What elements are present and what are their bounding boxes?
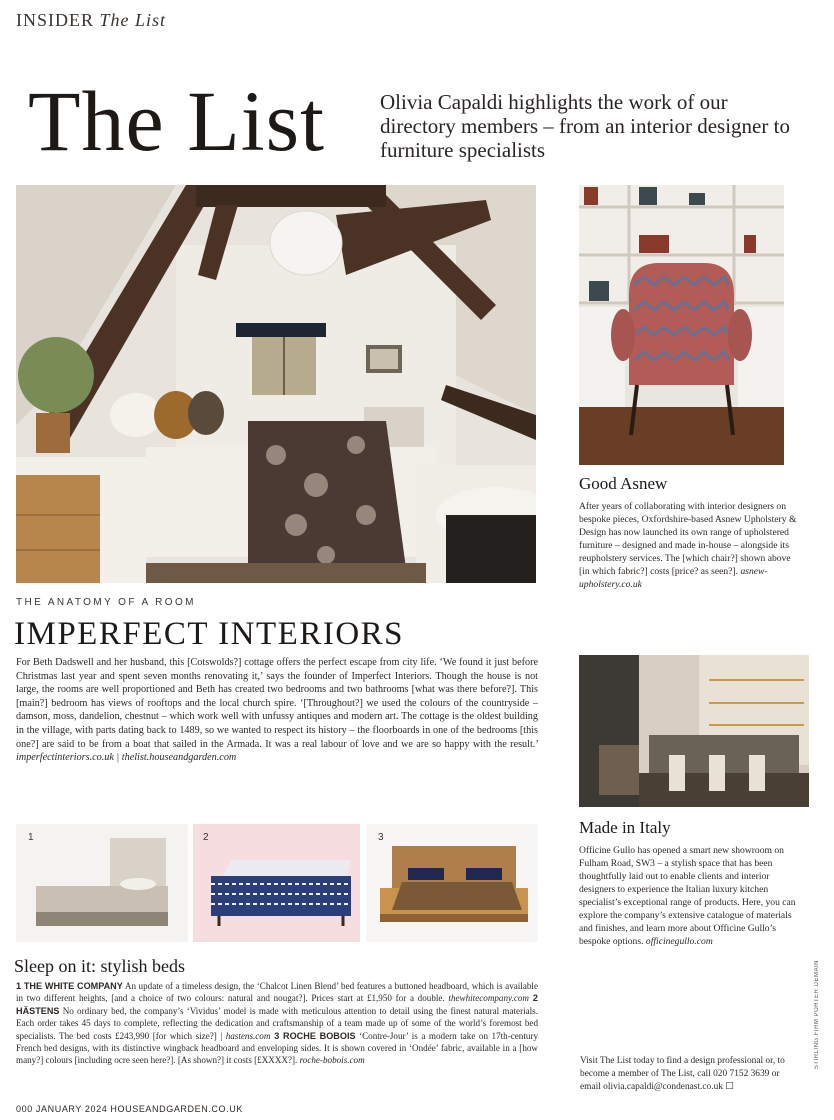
bed-1-illustration: [26, 834, 182, 938]
visit-text: Visit The List today to find a design professional or, to become a member of The List, call 020 7152 3639 or email olivia.capaldi@condenast.co.uk: [580, 1056, 785, 1092]
section-label: INSIDER: [16, 10, 94, 30]
italy-heading: Made in Italy: [579, 818, 671, 837]
bedroom-photo: [16, 185, 536, 583]
bed-3-number: 3: [378, 832, 384, 843]
photo-credit: STIRLING FIRM PORTER DEMAIN: [814, 960, 820, 1070]
bed-2-illustration: [201, 850, 353, 930]
good-asnew-heading: Good Asnew: [579, 474, 668, 493]
beds-heading: Sleep on it: stylish beds: [14, 956, 185, 976]
bed-3-illustration: [372, 840, 532, 938]
bed-1-number: 1: [28, 832, 34, 843]
bed-2-brand: 2 HÄSTENS: [16, 993, 538, 1016]
feature-headline: IMPERFECT INTERIORS: [14, 616, 405, 652]
bed-1-link[interactable]: thewhitecompany.com: [448, 993, 529, 1004]
beds-body: [16, 980, 538, 1067]
bed-2-link[interactable]: hastens.com: [225, 1030, 271, 1041]
running-head: [16, 10, 166, 31]
showroom-illustration: [579, 655, 809, 807]
page-title: The List: [28, 73, 325, 169]
italy-body: [579, 844, 797, 948]
bed-1-brand: 1 THE WHITE COMPANY: [16, 981, 123, 991]
checkbox-icon: ☐: [725, 1082, 734, 1092]
feature-body: [16, 656, 538, 765]
armchair-photo: [579, 185, 784, 465]
bed-3-text: ‘Contre-Jour’ is a modern take on 17th-century French bed designs, with its distinctive wingback headboard and enveloping sides. It is shown covered in ‘Ondée’ fabric, available in a [how many?] colours [including ocre seen here?]. [As shown?] it costs [£XXXX?].: [16, 1030, 538, 1066]
bed-1-panel: [16, 824, 188, 942]
section-kicker: THE ANATOMY OF A ROOM: [16, 597, 196, 608]
bedroom-illustration: [16, 185, 536, 583]
bed-1-text: An update of a timeless design, the ‘Chalcot Linen Blend’ bed features a buttoned headboard, which is available in two different heights, [and a choice of two colours: natural and nougat?]. Prices start at £1,950 for a double.: [16, 981, 538, 1004]
good-asnew-text: After years of collaborating with interior designers on bespoke pieces, Oxfordshire-based Asnew Upholstery & Design has now launched its own range of upholstered furniture – designed and made in-house – alongside its reupholstery services. The [which chair?] shown above [in which fabric?] costs [price? as seen?].: [579, 501, 797, 577]
italy-link[interactable]: officinegullo.com: [645, 936, 713, 947]
bed-2-text: No ordinary bed, the company’s ‘Vividus’ model is made with meticulous attention to detail using the finest natural materials. Each order takes 45 days to complete, reflecting the dedication and craftsmanship of a team made up of some of the world’s foremost bed specialists. The bed costs £243,990 [for which size?] |: [16, 1005, 538, 1041]
italy-text: Officine Gullo has opened a smart new showroom on Fulham Road, SW3 – a stylish space that has been thoughtfully laid out to enable clients and interior designers to experience the Italian luxury kitchen specialist’s exceptional range of products. Here, you can explore the company’s extensive catalogue of materials and finishes, and learn more about Officine Gullo’s bespoke options.: [579, 845, 796, 947]
bed-3-link[interactable]: roche-bobois.com: [299, 1055, 365, 1066]
standfirst: Olivia Capaldi highlights the work of our directory members – from an interior designer to furniture specialists: [380, 90, 790, 162]
feature-links[interactable]: imperfectinteriors.co.uk | thelist.houseandgarden.com: [16, 752, 237, 764]
good-asnew-body: [579, 500, 799, 591]
bed-3-panel: [366, 824, 538, 942]
bed-2-number: 2: [203, 832, 209, 843]
armchair-illustration: [579, 185, 784, 465]
bed-3-brand: 3 ROCHE BOBOIS: [270, 1030, 356, 1041]
asnew-link[interactable]: asnew-upholstery.co.uk: [579, 566, 768, 590]
page-folio: 000 JANUARY 2024 HOUSEANDGARDEN.CO.UK: [16, 1104, 243, 1114]
bed-2-panel: [193, 824, 360, 942]
feature-text: For Beth Dadswell and her husband, this [Cotswolds?] cottage offers the perfect escape from city life. ‘We found it just before Christmas last year and spent seven months renovating it,’ says the founder of Imperfect Interiors. Though the house is not large, the rooms are well proportioned and Beth has created two bedrooms and two bathrooms [what was there before?]. This [main?] bedroom has views of rooftops and the local church spire. ‘[Throughout?] we used the colours of the countryside – damson, moss, dandelion, chestnut – which work well with unfussy antiques and modern art. The cottage is the oldest building in the village, with parts dating back to 1489, so we wanted to respect its history – the floorboards in one of the bedrooms [this one?] are said to be from a boat that sailed in the Armada. It was a real labour of love and we are so happy with the result.’: [16, 657, 538, 750]
column-label: The List: [99, 10, 167, 30]
showroom-photo: [579, 655, 809, 807]
visit-box: [580, 1055, 795, 1094]
